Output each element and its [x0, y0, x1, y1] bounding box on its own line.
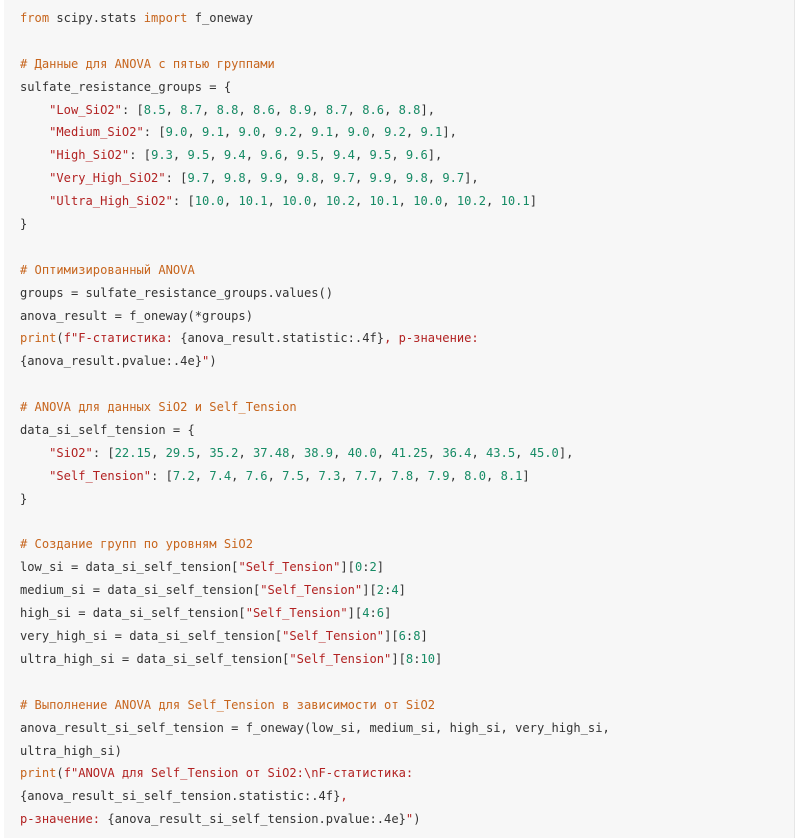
code-token-num: 10.2	[456, 194, 486, 209]
code-token-plain: : [	[143, 125, 166, 140]
code-panel	[4, 0, 795, 838]
code-token-kw: import	[143, 11, 188, 25]
code-token-str: "Self_Tension"	[238, 560, 341, 575]
code-token-kw: print	[20, 331, 57, 346]
code-line	[20, 30, 786, 53]
code-line	[20, 556, 786, 579]
code-token-plain: ,	[187, 125, 203, 140]
code-token-plain: ,	[354, 194, 370, 209]
code-token-plain: ,	[354, 148, 370, 163]
code-token-plain: {anova_result_si_self_tension.pvalue:.4e}	[107, 812, 406, 827]
code-token-num: 9.4	[223, 148, 246, 163]
code-line	[20, 99, 786, 122]
code-token-num: 9.2	[274, 125, 297, 140]
code-token-str: "Self_Tension"	[260, 583, 363, 598]
code-token-plain: ,	[231, 468, 246, 483]
code-token-plain: ,	[427, 445, 443, 460]
code-token-num: 8	[405, 651, 414, 666]
code-token-num: 9.0	[238, 125, 261, 140]
code-token-plain: :	[384, 583, 392, 598]
code-token-num: 7.3	[318, 468, 341, 483]
code-token-str: , p-значение:	[384, 331, 479, 346]
code-token-plain: groups = sulfate_resistance_groups.values()	[20, 285, 334, 300]
code-token-num: 6	[398, 629, 406, 644]
code-token-num: 9.0	[347, 125, 370, 140]
code-token-plain: ]	[420, 629, 428, 644]
code-token-plain: ,	[333, 445, 348, 460]
code-token-plain: very_high_si = data_si_self_tension[	[20, 629, 283, 644]
code-token-plain: :	[369, 606, 377, 621]
code-line	[20, 740, 786, 763]
code-token-plain: {anova_result_si_self_tension.statistic:.4f}	[20, 789, 341, 804]
code-token-plain: ,	[245, 171, 261, 186]
code-token-num: 10.2	[325, 194, 355, 209]
code-token-num: 9.8	[296, 171, 319, 186]
code-token-plain: : [	[129, 148, 152, 163]
code-token-num: 22.15	[114, 445, 152, 460]
code-token-num: 2	[369, 560, 377, 575]
code-token-plain: anova_result_si_self_tension = f_oneway(low_si, medium_si, high_si, very_high_si,	[20, 720, 610, 735]
code-line	[20, 282, 786, 305]
code-token-num: 10.1	[500, 194, 530, 209]
code-token-str: "Self_Tension"	[289, 651, 392, 666]
code-token-num: 9.6	[405, 148, 428, 163]
code-token-plain: ][	[384, 629, 399, 644]
code-token-num: 9.6	[260, 148, 283, 163]
code-token-num: 7.5	[282, 468, 304, 483]
code-token-plain: sulfate_resistance_groups = {	[20, 79, 232, 94]
code-line	[20, 350, 786, 373]
code-token-plain: scipy.stats	[49, 11, 144, 25]
code-line	[20, 121, 786, 144]
code-token-plain: ]	[529, 194, 537, 209]
code-token-plain: ,	[486, 194, 501, 209]
code-token-num: 45.0	[529, 445, 559, 460]
code-token-plain: ,	[413, 468, 428, 483]
code-line	[20, 648, 786, 671]
code-token-plain: ],	[558, 445, 574, 460]
code-token-num: 10.0	[194, 194, 224, 209]
code-token-plain: : [	[172, 194, 195, 209]
code-line	[20, 511, 786, 534]
code-token-num: 4	[391, 583, 399, 598]
code-block[interactable]	[20, 7, 786, 831]
code-token-num: 9.1	[311, 125, 334, 140]
code-line	[20, 53, 786, 76]
code-token-plain: ,	[318, 148, 334, 163]
code-line	[20, 602, 786, 625]
code-token-num: 7.4	[209, 468, 232, 483]
code-token-plain: ,	[267, 468, 283, 483]
code-token-plain	[20, 148, 49, 162]
code-token-num: 8.7	[325, 102, 348, 117]
code-token-plain: )	[413, 812, 421, 827]
code-token-plain: (	[56, 331, 64, 346]
code-token-plain: ,	[391, 148, 406, 163]
code-token-str: "Ultra_High_SiO2"	[49, 194, 173, 209]
code-token-str: "Very_High_SiO2"	[49, 171, 166, 186]
code-token-plain: }	[20, 217, 28, 232]
code-token-cmt: # Данные для ANOVA с пятью группами	[20, 56, 275, 71]
code-token-num: 29.5	[165, 445, 195, 460]
code-line	[20, 167, 786, 190]
code-token-plain: ,	[223, 194, 239, 209]
code-token-num: 9.9	[260, 171, 283, 186]
code-token-plain: medium_si = data_si_self_tension[	[20, 583, 261, 598]
code-token-plain: : [	[92, 445, 115, 460]
code-token-plain: ,	[223, 125, 239, 140]
code-token-num: 9.3	[151, 148, 173, 163]
code-token-num: 38.9	[303, 445, 334, 460]
code-line	[20, 442, 786, 465]
code-line	[20, 396, 786, 419]
code-token-plain: ,	[376, 445, 392, 460]
code-token-num: 0	[354, 560, 363, 575]
code-token-plain	[20, 125, 49, 139]
code-token-plain: : [	[165, 171, 188, 186]
code-token-num: 41.25	[391, 445, 428, 460]
code-token-kw: print	[20, 766, 57, 781]
code-token-cmt: # ANOVA для данных SiO2 и Self_Tension	[20, 400, 297, 415]
code-token-num: 8.6	[362, 102, 385, 117]
code-line	[20, 190, 786, 213]
code-token-plain: {anova_result.pvalue:.4e}	[20, 354, 203, 369]
code-token-plain: ,	[151, 445, 166, 460]
code-token-num: 7.2	[172, 468, 195, 483]
code-token-plain: ]	[384, 606, 392, 621]
code-token-plain: ]	[435, 651, 443, 666]
code-token-plain: )	[209, 354, 217, 369]
code-token-num: 7.9	[427, 468, 450, 483]
code-token-plain: ,	[202, 102, 217, 117]
code-token-num: 9.2	[384, 125, 406, 140]
code-token-num: 37.48	[253, 445, 290, 460]
code-token-str: "Medium_SiO2"	[49, 125, 144, 140]
code-token-plain: ,	[449, 468, 465, 483]
code-token-plain: ,	[340, 468, 355, 483]
code-token-num: 10	[420, 651, 436, 666]
code-line	[20, 465, 786, 488]
code-token-plain: ,	[486, 468, 501, 483]
code-token-plain: ]	[376, 560, 385, 575]
code-line	[20, 419, 786, 442]
code-token-plain: ,	[303, 468, 319, 483]
code-token-plain: : [	[121, 102, 144, 117]
code-token-num: 10.1	[369, 194, 399, 209]
code-token-plain: ,	[384, 102, 399, 117]
code-token-str: p-значение:	[20, 812, 108, 827]
code-token-plain: ,	[289, 445, 304, 460]
code-token-plain	[20, 194, 49, 208]
code-token-num: 40.0	[347, 445, 377, 460]
code-token-plain: ]	[522, 468, 530, 483]
code-token-num: 8.0	[464, 468, 486, 483]
code-token-num: 10.0	[413, 194, 443, 209]
code-token-str: "Self_Tension"	[49, 468, 152, 483]
code-token-plain: ultra_high_si = data_si_self_tension[	[20, 651, 290, 666]
code-token-num: 36.4	[442, 445, 472, 460]
code-line	[20, 373, 786, 396]
code-token-num: 43.5	[486, 445, 516, 460]
code-token-plain: ,	[274, 102, 290, 117]
code-token-plain: ,	[165, 102, 181, 117]
code-token-plain: : [	[151, 468, 173, 483]
code-token-plain: ,	[333, 125, 348, 140]
code-line	[20, 808, 786, 831]
code-token-str: "SiO2"	[49, 445, 93, 460]
code-token-plain: data_si_self_tension = {	[20, 423, 195, 438]
code-token-num: 8.8	[398, 102, 421, 117]
code-token-num: 7.6	[245, 468, 268, 483]
code-token-plain: ,	[405, 125, 421, 140]
code-token-plain: ,	[471, 445, 486, 460]
code-token-plain: ,	[427, 171, 443, 186]
code-token-plain: ],	[420, 102, 436, 117]
code-token-plain: }	[20, 491, 28, 506]
code-token-num: 4	[362, 606, 370, 621]
code-token-plain: ,	[238, 102, 253, 117]
code-token-plain: ][	[391, 651, 406, 666]
code-line	[20, 144, 786, 167]
code-token-plain: ],	[427, 148, 443, 163]
code-token-plain: ,	[398, 194, 414, 209]
code-token-num: 8.9	[289, 102, 312, 117]
code-token-plain: ,	[172, 148, 188, 163]
code-token-num: 9.8	[223, 171, 246, 186]
code-line	[20, 236, 786, 259]
code-token-num: 9.0	[165, 125, 188, 140]
code-token-plain	[20, 446, 49, 460]
code-token-num: 9.7	[442, 171, 465, 186]
code-token-num: 9.7	[333, 171, 355, 186]
code-line	[20, 259, 786, 282]
code-token-plain: ][	[340, 560, 355, 575]
code-token-plain: :	[362, 560, 370, 575]
code-token-plain: ,	[391, 171, 406, 186]
code-token-num: 9.8	[405, 171, 428, 186]
code-token-plain: low_si = data_si_self_tension[	[20, 560, 239, 575]
code-token-plain: ,	[311, 102, 326, 117]
code-line	[20, 213, 786, 236]
code-token-str: "High_SiO2"	[49, 148, 130, 163]
code-token-plain: ,	[347, 102, 363, 117]
code-token-plain: ,	[515, 445, 530, 460]
code-token-plain: ,	[296, 125, 312, 140]
code-token-plain: ,	[311, 194, 326, 209]
code-line	[20, 579, 786, 602]
code-token-plain: ,	[209, 148, 224, 163]
code-token-plain: ,	[354, 171, 370, 186]
code-token-plain: (	[56, 766, 64, 781]
code-line	[20, 717, 786, 740]
code-line	[20, 7, 786, 30]
code-token-str: f"ANOVA для Self_Tension от SiO2:\nF-статистика:	[63, 766, 414, 781]
code-token-plain: ,	[282, 171, 297, 186]
code-line	[20, 671, 786, 694]
code-line	[20, 762, 786, 785]
code-token-cmt: # Выполнение ANOVA для Self_Tension в зависимости от SiO2	[20, 697, 436, 712]
code-token-plain	[20, 469, 49, 483]
code-token-num: 8.6	[253, 102, 275, 117]
code-token-plain: ,	[318, 171, 334, 186]
code-token-str: "	[405, 812, 414, 827]
code-line	[20, 625, 786, 648]
code-token-num: 35.2	[209, 445, 239, 460]
code-token-num: 7.8	[391, 468, 414, 483]
code-token-plain: ,	[376, 468, 392, 483]
code-token-plain: anova_result = f_oneway(*groups)	[20, 308, 253, 323]
code-line	[20, 305, 786, 328]
code-line	[20, 785, 786, 808]
code-token-num: 9.5	[187, 148, 210, 163]
code-token-plain: ,	[209, 171, 224, 186]
code-token-plain: :	[413, 651, 421, 666]
code-token-plain: ,	[369, 125, 385, 140]
code-token-plain	[20, 171, 49, 185]
code-token-plain: ,	[442, 194, 457, 209]
code-token-num: 10.0	[282, 194, 312, 209]
code-token-num: 9.5	[296, 148, 319, 163]
code-line	[20, 694, 786, 717]
code-token-num: 9.9	[369, 171, 392, 186]
code-token-plain: ,	[245, 148, 261, 163]
code-token-plain	[20, 103, 49, 117]
code-token-plain: ][	[347, 606, 363, 621]
code-token-str: "Low_SiO2"	[49, 102, 122, 117]
code-token-plain: ultra_high_si)	[20, 743, 122, 758]
code-token-cmt: # Оптимизированный ANOVA	[20, 262, 195, 277]
code-token-plain: ,	[282, 148, 297, 163]
code-token-num: 9.1	[202, 125, 224, 140]
code-token-plain: high_si = data_si_self_tension[	[20, 606, 246, 621]
code-token-plain: :	[405, 629, 414, 644]
code-token-plain: ][	[362, 583, 377, 598]
code-token-num: 8.5	[143, 102, 166, 117]
code-token-str: "	[202, 354, 210, 369]
code-token-num: 8.1	[500, 468, 523, 483]
code-token-plain: {anova_result.statistic:.4f}	[180, 331, 385, 346]
code-token-cmt: # Создание групп по уровням SiO2	[20, 537, 253, 552]
code-token-plain: ,	[260, 125, 275, 140]
code-line	[20, 533, 786, 556]
code-token-num: 10.1	[238, 194, 268, 209]
code-token-str: "Self_Tension"	[282, 629, 385, 644]
code-token-num: 9.5	[369, 148, 392, 163]
code-line	[20, 76, 786, 99]
code-token-str: f"F-статистика:	[63, 331, 181, 346]
code-token-num: 9.4	[333, 148, 355, 163]
code-token-num: 6	[376, 606, 385, 621]
code-token-plain: ,	[267, 194, 283, 209]
code-token-plain: ,	[194, 468, 210, 483]
code-token-kw: from	[20, 11, 50, 25]
code-line	[20, 327, 786, 350]
code-token-num: 2	[376, 583, 385, 598]
code-token-num: 8.7	[180, 102, 203, 117]
code-token-num: 8	[413, 629, 421, 644]
code-token-str: "Self_Tension"	[245, 606, 348, 621]
code-token-plain: ,	[194, 445, 210, 460]
code-token-plain: ],	[464, 171, 479, 186]
code-token-num: 7.7	[354, 468, 377, 483]
code-token-plain: f_oneway	[187, 11, 253, 25]
code-token-plain: ],	[442, 125, 457, 140]
code-token-num: 9.7	[187, 171, 210, 186]
code-line	[20, 488, 786, 511]
code-token-str: ,	[340, 789, 348, 804]
code-token-plain: ]	[398, 583, 406, 598]
code-token-plain: ,	[238, 445, 253, 460]
code-token-num: 9.1	[420, 125, 443, 140]
code-token-num: 8.8	[216, 102, 239, 117]
